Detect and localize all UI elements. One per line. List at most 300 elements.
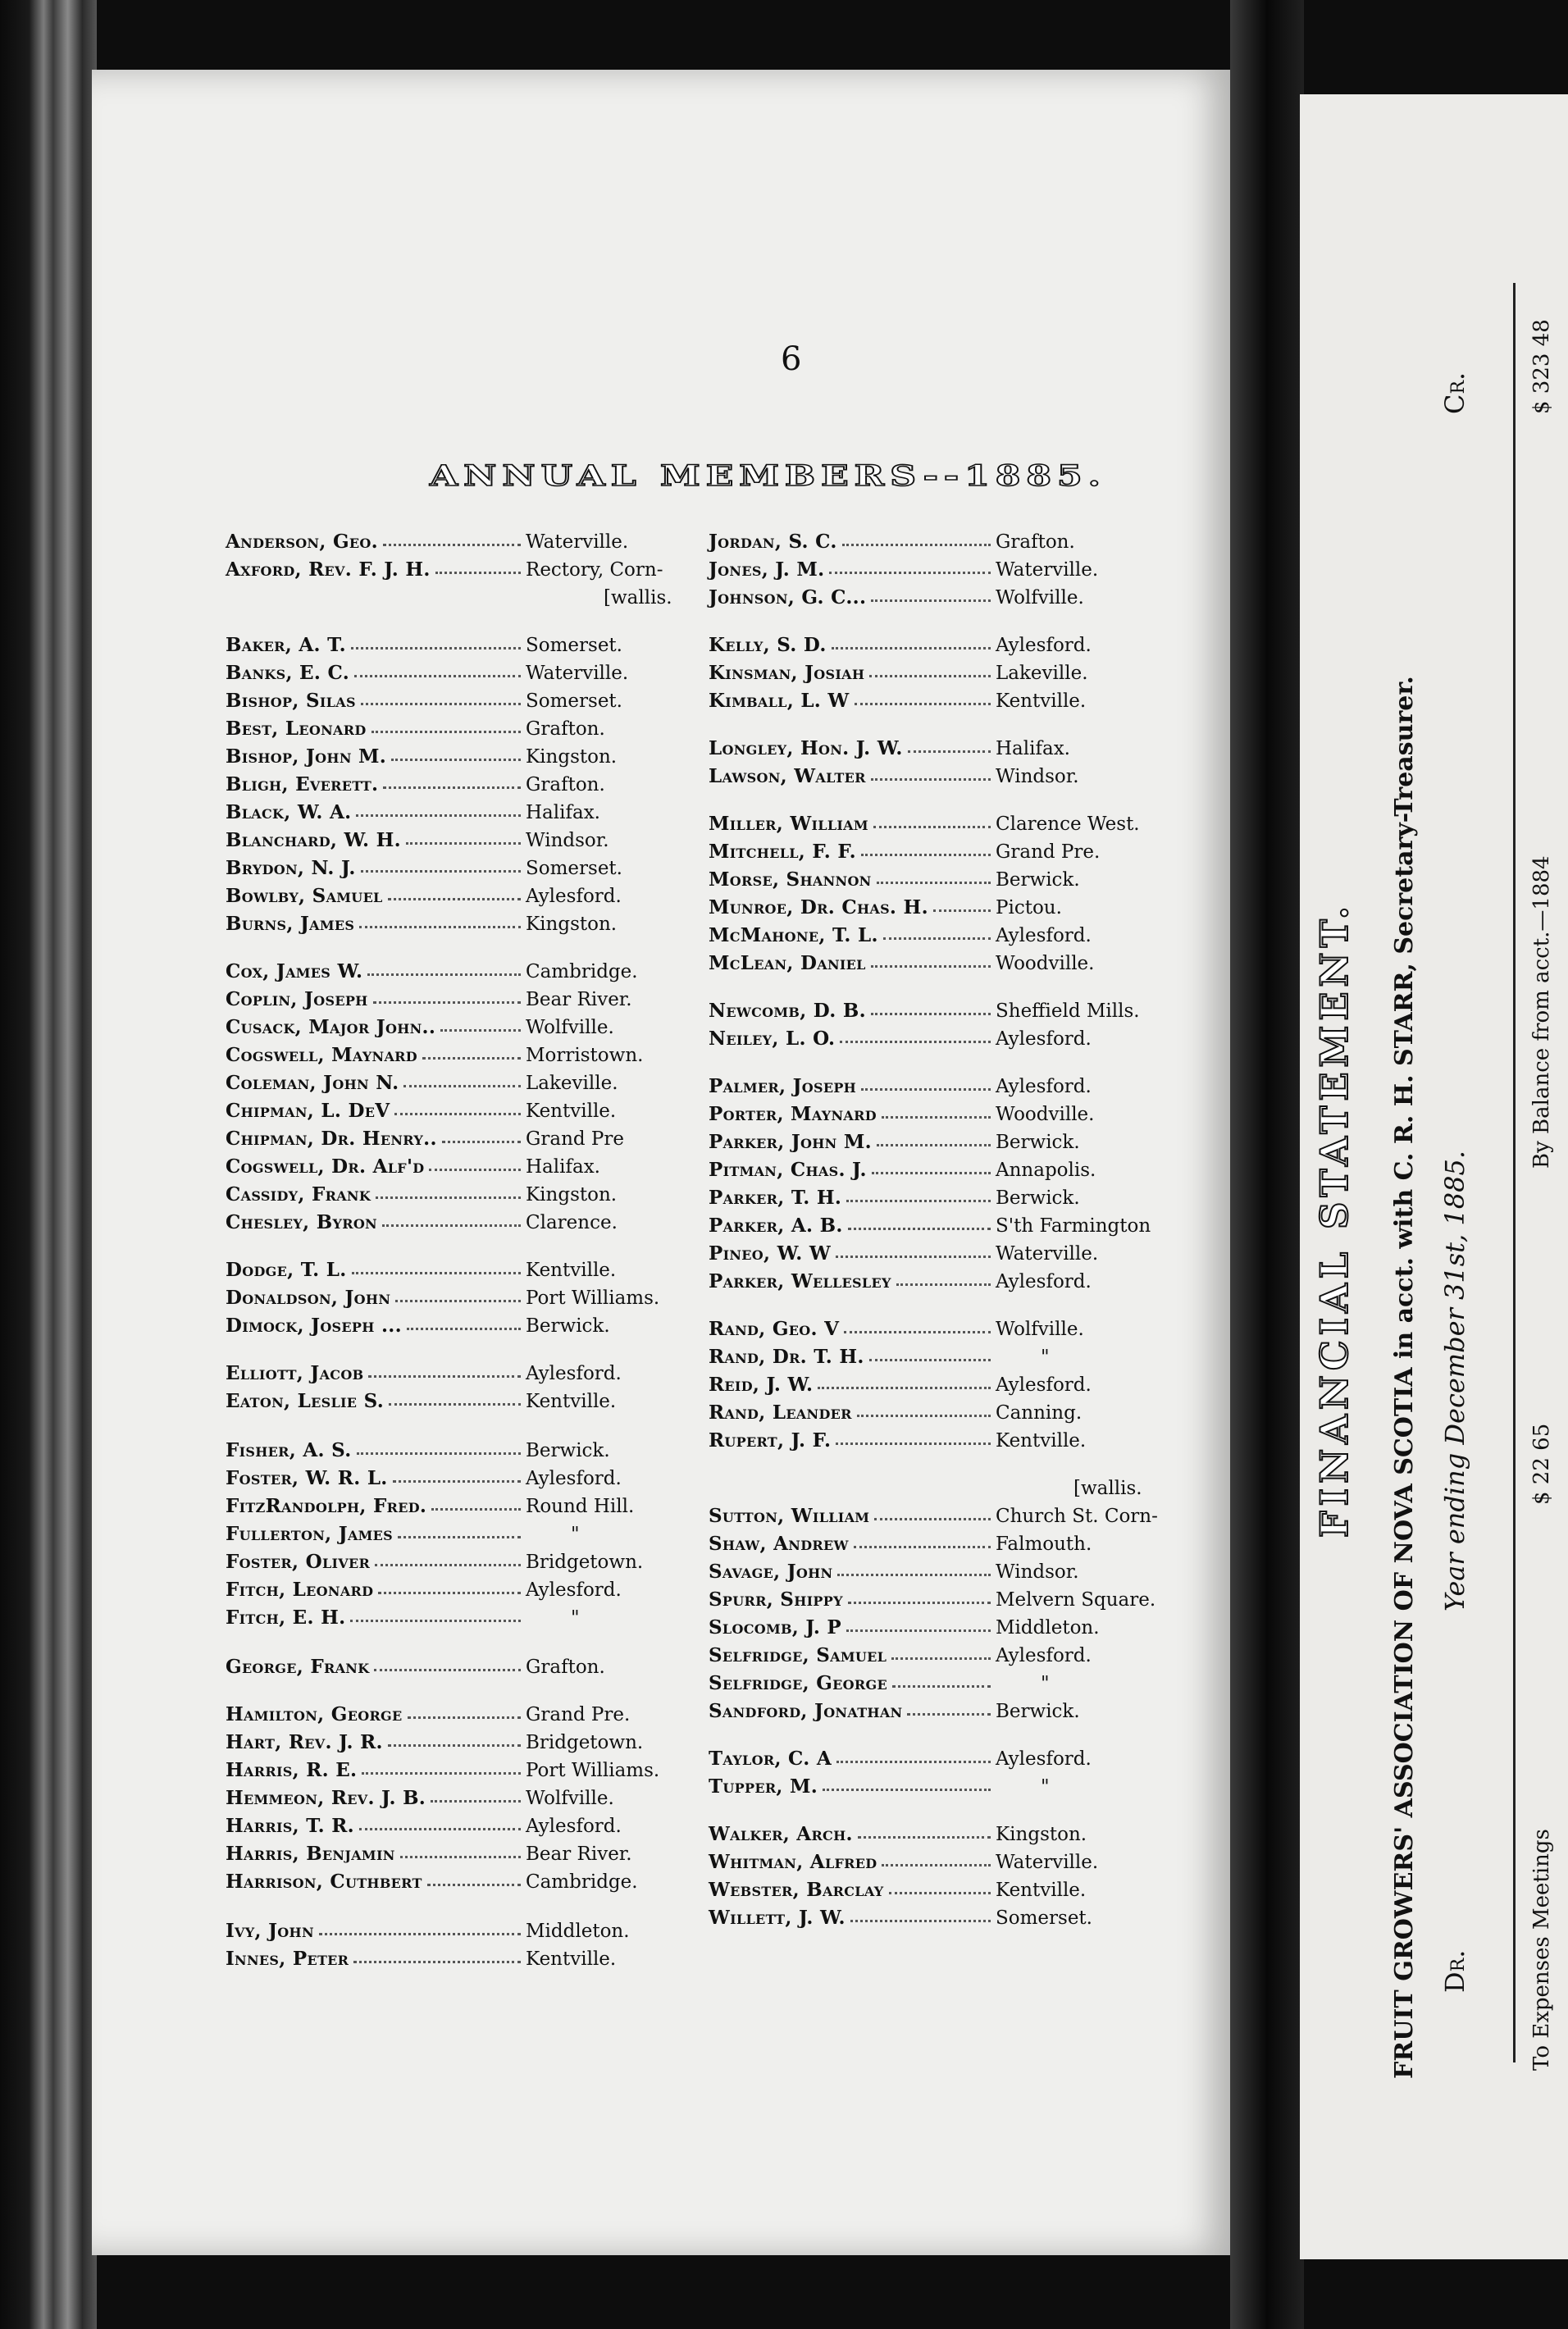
member-place: Kentville. [526, 1391, 617, 1412]
member-name: Porter, Maynard [709, 1103, 877, 1125]
member-row [226, 1438, 750, 1464]
leader-dots [869, 675, 991, 677]
member-row [709, 585, 1233, 611]
member-place: Aylesford. [526, 1468, 622, 1489]
expenses-meetings-entry: To Expenses Meetings [1529, 1829, 1554, 2071]
member-name: Bishop, John M. [226, 745, 387, 768]
leader-dots [367, 973, 521, 976]
leader-dots [422, 1057, 521, 1060]
member-row [226, 1493, 750, 1520]
member-row [226, 660, 750, 686]
member-place: " [1041, 1776, 1050, 1798]
member-name: Selfridge, Samuel [709, 1644, 887, 1666]
leader-dots [435, 572, 521, 574]
member-name: Jones, J. M. [709, 558, 825, 581]
member-name: Chesley, Byron [226, 1211, 377, 1233]
member-row [226, 1654, 750, 1680]
leader-dots [391, 759, 521, 761]
member-row [226, 1070, 750, 1096]
member-name: Walker, Arch. [709, 1823, 853, 1845]
member-row [709, 1129, 1233, 1155]
member-row [709, 1615, 1233, 1641]
member-row [226, 1946, 750, 1972]
member-place: Berwick. [996, 1701, 1080, 1722]
leader-dots [368, 1375, 521, 1378]
member-place: Rectory, Corn- [526, 559, 663, 581]
member-place: Aylesford. [526, 886, 622, 907]
leader-dots [836, 1256, 991, 1258]
leader-dots [388, 1744, 521, 1747]
member-row [709, 1372, 1233, 1398]
member-name: Parker, A. B. [709, 1215, 843, 1237]
member-name: Johnson, G. C... [709, 586, 867, 608]
member-row [709, 1400, 1233, 1426]
member-name: Lawson, Walter [709, 765, 866, 787]
member-place: Wolfville. [526, 1788, 614, 1809]
ledger-rule [1513, 283, 1516, 2062]
member-name: Mitchell, F. F. [709, 841, 856, 863]
member-place: Clarence West. [996, 814, 1140, 835]
member-place: Aylesford. [996, 1028, 1092, 1050]
member-place: " [1041, 1347, 1050, 1368]
book-gutter [1230, 0, 1304, 2329]
member-place: Aylesford. [526, 1816, 622, 1837]
member-name: Donaldson, John [226, 1287, 391, 1309]
member-row [226, 632, 750, 659]
member-row [709, 632, 1233, 659]
member-row [709, 867, 1233, 893]
leader-dots [840, 1041, 991, 1043]
member-row [709, 895, 1233, 921]
dr-label: Dr. [1439, 1949, 1470, 1993]
member-name: Dimock, Joseph ... [226, 1315, 402, 1337]
member-name: Blanchard, W. H. [226, 829, 401, 851]
member-name: Foster, Oliver [226, 1551, 371, 1573]
member-place: Kingston. [526, 1184, 618, 1206]
member-name: Dodge, T. L. [226, 1259, 347, 1281]
member-place: Aylesford. [996, 1271, 1092, 1292]
member-place: Kentville. [996, 690, 1087, 712]
page-heading: ANNUAL MEMBERS--1885. [430, 460, 1106, 493]
member-row [226, 1154, 750, 1180]
member-name: Cusack, Major John.. [226, 1016, 436, 1038]
book-spine-edge [0, 0, 97, 2329]
member-name: Harris, R. E. [226, 1759, 358, 1781]
member-place: Waterville. [996, 1852, 1099, 1873]
member-name: Hemmeon, Rev. J. B. [226, 1787, 426, 1809]
leader-dots [896, 1283, 991, 1286]
member-row [226, 1126, 750, 1152]
member-row [226, 716, 750, 742]
member-name: Black, W. A. [226, 801, 352, 823]
member-place: Somerset. [526, 690, 622, 712]
member-row [709, 688, 1233, 714]
member-name: George, Frank [226, 1656, 370, 1678]
member-place: " [1041, 1673, 1050, 1694]
leader-dots [361, 703, 521, 705]
member-place: Waterville. [996, 559, 1099, 581]
member-place: Middleton. [996, 1617, 1100, 1639]
member-name: Morse, Shannon [709, 868, 872, 891]
member-row [226, 1785, 750, 1812]
member-place: Aylesford. [526, 1579, 622, 1601]
member-row [226, 688, 750, 714]
member-row [709, 736, 1233, 762]
member-place: Berwick. [996, 1132, 1080, 1153]
member-name: Savage, John [709, 1561, 833, 1583]
member-name: Jordan, S. C. [709, 531, 837, 553]
member-name: Taylor, C. A [709, 1748, 832, 1770]
year-ending-line: Year ending December 31st, 1885. [1439, 1151, 1470, 1611]
left-page [92, 70, 1236, 2255]
member-row [226, 1313, 750, 1339]
financial-statement-title: FINANCIAL STATEMENT. [1312, 901, 1356, 1538]
member-place: Cambridge. [526, 961, 638, 982]
member-name: Harris, Benjamin [226, 1843, 395, 1865]
leader-dots [350, 1620, 521, 1622]
leader-dots [351, 647, 521, 649]
leader-dots [848, 1602, 991, 1604]
member-row [709, 1746, 1233, 1772]
rotated-financial-statement [1300, 94, 1568, 2259]
member-name: Munroe, Dr. Chas. H. [709, 896, 928, 918]
leader-dots [871, 599, 991, 602]
member-row [709, 1559, 1233, 1585]
leader-dots [383, 786, 521, 789]
balance-entry: By Balance from acct.—1884 [1529, 855, 1554, 1169]
member-row [226, 1549, 750, 1575]
member-name: Rand, Geo. V [709, 1318, 840, 1340]
member-row [709, 998, 1233, 1024]
leader-dots [442, 1141, 521, 1143]
member-row [226, 772, 750, 798]
member-name: Coplin, Joseph [226, 988, 368, 1010]
member-name: Foster, W. R. L. [226, 1467, 388, 1489]
leader-dots [891, 1657, 991, 1660]
leader-dots [373, 1001, 521, 1004]
member-name: Best, Leonard [226, 718, 367, 740]
leader-dots [908, 750, 991, 753]
member-place: Halifax. [526, 802, 600, 823]
member-place: Aylesford. [996, 1748, 1092, 1770]
leader-dots [836, 1761, 991, 1763]
leader-dots [871, 778, 991, 781]
leader-dots [407, 1328, 521, 1330]
member-name: Spurr, Shippy [709, 1588, 843, 1611]
leader-dots [393, 1480, 521, 1483]
leader-dots [394, 1113, 521, 1115]
member-place: Halifax. [526, 1156, 600, 1178]
member-name: Willett, J. W. [709, 1907, 846, 1929]
member-row [709, 1026, 1233, 1052]
leader-dots [359, 926, 521, 928]
member-row [226, 1869, 750, 1895]
leader-dots [877, 1144, 991, 1146]
member-place: Halifax. [996, 738, 1070, 759]
member-row [226, 1210, 750, 1236]
member-name: Sandford, Jonathan [709, 1700, 903, 1722]
leader-dots [395, 1300, 521, 1302]
member-place: Wolfville. [996, 587, 1084, 608]
member-name: Cogswell, Dr. Alf'd [226, 1155, 425, 1178]
member-name: Baker, A. T. [226, 634, 346, 656]
member-row [709, 811, 1233, 837]
member-name: Slocomb, J. P [709, 1616, 842, 1639]
member-row [709, 923, 1233, 949]
leader-dots [429, 1169, 521, 1171]
member-name: McLean, Daniel [709, 952, 866, 974]
member-place: Bridgetown. [526, 1732, 644, 1753]
member-place: Grand Pre [526, 1128, 625, 1150]
member-place: Cambridge. [526, 1871, 638, 1893]
member-place: Pictou. [996, 897, 1062, 918]
member-row [226, 987, 750, 1013]
member-row [709, 950, 1233, 977]
leader-dots [371, 731, 521, 733]
member-name: Rand, Dr. T. H. [709, 1346, 864, 1368]
member-row [709, 1587, 1233, 1613]
member-place: Round Hill. [526, 1496, 635, 1517]
member-row [709, 1849, 1233, 1876]
member-row [226, 855, 750, 882]
member-name: FitzRandolph, Fred. [226, 1495, 427, 1517]
leader-dots [889, 1892, 991, 1894]
member-row [226, 800, 750, 826]
member-place: [wallis. [604, 587, 672, 608]
member-name: Coleman, John N. [226, 1072, 399, 1094]
member-row [226, 1014, 750, 1041]
member-row [226, 1257, 750, 1283]
leader-dots [388, 898, 521, 900]
leader-dots [818, 1387, 991, 1389]
leader-dots [400, 1856, 521, 1858]
member-name: Newcomb, D. B. [709, 1000, 866, 1022]
member-name: Reid, J. W. [709, 1374, 814, 1396]
member-name: Neiley, L. O. [709, 1028, 836, 1050]
member-name: Elliott, Jacob [226, 1362, 364, 1384]
leader-dots [353, 1961, 521, 1963]
leader-dots [837, 1574, 991, 1576]
member-place: " [571, 1607, 580, 1629]
member-row [709, 1344, 1233, 1370]
members-right-column [709, 70, 1242, 2255]
member-name: Fitch, Leonard [226, 1579, 374, 1601]
member-row [709, 1503, 1233, 1529]
leader-dots [359, 1828, 521, 1830]
member-place: Kentville. [526, 1948, 617, 1970]
member-place: Middleton. [526, 1921, 630, 1942]
member-place: Grafton. [526, 1657, 605, 1678]
leader-dots [848, 1228, 991, 1230]
member-name: Tupper, M. [709, 1775, 818, 1798]
member-row [226, 1813, 750, 1839]
leader-dots [361, 870, 521, 873]
member-place: Aylesford. [996, 1374, 1092, 1396]
member-place: Bear River. [526, 1844, 632, 1865]
leader-dots [871, 1013, 991, 1015]
member-row [709, 660, 1233, 686]
member-row [709, 1643, 1233, 1669]
member-row [709, 1877, 1233, 1903]
leader-dots [883, 937, 991, 940]
member-row [226, 827, 750, 854]
member-place: Somerset. [526, 635, 622, 656]
leader-dots [354, 675, 521, 677]
member-row [226, 1360, 750, 1387]
leader-dots [375, 1564, 521, 1566]
member-row [709, 839, 1233, 865]
member-place: Bridgetown. [526, 1552, 644, 1573]
member-place: S'th Farmington [996, 1215, 1151, 1237]
leader-dots [356, 814, 521, 817]
member-name: Ivy, John [226, 1920, 314, 1942]
leader-dots [378, 1592, 521, 1594]
member-place: Berwick. [526, 1315, 610, 1337]
member-row [226, 744, 750, 770]
member-place: Aylesford. [996, 1076, 1092, 1097]
leader-dots [877, 882, 991, 884]
leader-dots [882, 1864, 991, 1866]
member-place: Wolfville. [996, 1319, 1084, 1340]
member-name: Shaw, Andrew [709, 1533, 849, 1555]
member-place: Aylesford. [526, 1363, 622, 1384]
leader-dots [376, 1196, 521, 1199]
member-place: Clarence. [526, 1212, 618, 1233]
leader-dots [857, 1415, 991, 1417]
member-row [709, 1316, 1233, 1342]
member-place: Church St. Corn- [996, 1506, 1158, 1527]
leader-dots [406, 842, 521, 845]
expenses-amount: $ 22 65 [1529, 1423, 1554, 1505]
member-place: Kentville. [996, 1880, 1087, 1901]
member-row [709, 1905, 1233, 1931]
member-name: Rupert, J. F. [709, 1429, 832, 1452]
leader-dots [408, 1716, 522, 1719]
leader-dots [374, 1669, 521, 1671]
leader-dots [319, 1933, 521, 1935]
member-place: Berwick. [996, 869, 1080, 891]
member-row [226, 1730, 750, 1756]
member-row [226, 1757, 750, 1784]
member-row [709, 1698, 1233, 1725]
member-name: Pitman, Chas. J. [709, 1159, 867, 1181]
member-row [226, 911, 750, 937]
member-place: Somerset. [996, 1907, 1092, 1929]
member-place: Kentville. [526, 1101, 617, 1122]
leader-dots [882, 1116, 991, 1119]
member-row [709, 529, 1233, 555]
leader-dots [352, 1272, 521, 1274]
member-row [226, 1388, 750, 1415]
member-name: Palmer, Joseph [709, 1075, 857, 1097]
member-name: Sutton, William [709, 1505, 870, 1527]
leader-dots [823, 1789, 991, 1791]
member-row [226, 1841, 750, 1867]
member-place: Grafton. [996, 531, 1075, 553]
member-place: Kingston. [996, 1824, 1087, 1845]
cr-label: Cr. [1439, 371, 1470, 414]
member-place: Berwick. [526, 1440, 610, 1461]
member-place: Windsor. [996, 1561, 1079, 1583]
member-row [226, 1521, 750, 1547]
leader-dots [873, 826, 991, 828]
leader-dots [842, 544, 991, 546]
member-name: Hart, Rev. J. R. [226, 1731, 383, 1753]
leader-dots [398, 1536, 521, 1538]
member-row [709, 1185, 1233, 1211]
member-place: Grand Pre. [996, 841, 1101, 863]
member-place: Lakeville. [526, 1073, 618, 1094]
leader-dots [854, 1546, 991, 1548]
member-place: Aylesford. [996, 925, 1092, 946]
member-name: Innes, Peter [226, 1948, 349, 1970]
member-name: Axford, Rev. F. J. H. [226, 558, 431, 581]
member-name: Brydon, N. J. [226, 857, 356, 879]
member-row [226, 529, 750, 555]
member-name: Selfridge, George [709, 1672, 887, 1694]
member-name: Webster, Barclay [709, 1879, 884, 1901]
member-place: Melvern Square. [996, 1589, 1156, 1611]
member-place: Kentville. [526, 1260, 617, 1281]
member-row [709, 1073, 1233, 1100]
member-place: Aylesford. [996, 635, 1092, 656]
member-name: Bligh, Everett. [226, 773, 379, 795]
member-name: Kimball, L. W [709, 690, 850, 712]
member-row [226, 1098, 750, 1124]
member-name: Burns, James [226, 913, 355, 935]
member-name: Parker, Wellesley [709, 1270, 891, 1292]
member-row [226, 1605, 750, 1631]
member-row [709, 1475, 1233, 1502]
leader-dots [872, 1172, 991, 1174]
member-name: Hamilton, George [226, 1703, 403, 1725]
leader-dots [844, 1331, 991, 1333]
member-place: Lakeville. [996, 663, 1088, 684]
members-left-column [226, 70, 783, 2255]
member-row [226, 1465, 750, 1492]
member-name: Chipman, L. DeV [226, 1100, 390, 1122]
member-row [709, 1157, 1233, 1183]
leader-dots [871, 965, 991, 968]
member-place: Grafton. [526, 718, 605, 740]
member-row [226, 557, 750, 583]
member-place: Morristown. [526, 1045, 644, 1066]
member-place: Waterville. [526, 663, 629, 684]
member-name: Cogswell, Maynard [226, 1044, 417, 1066]
member-place: Windsor. [996, 766, 1079, 787]
member-place: " [571, 1524, 580, 1545]
member-row [226, 959, 750, 985]
member-name: Longley, Hon. J. W. [709, 737, 903, 759]
member-name: Fisher, A. S. [226, 1439, 352, 1461]
member-place: Berwick. [996, 1187, 1080, 1209]
leader-dots [389, 1403, 521, 1406]
member-place: Woodville. [996, 1104, 1095, 1125]
member-row [226, 1918, 750, 1944]
member-row [709, 1101, 1233, 1128]
member-place: Kingston. [526, 914, 618, 935]
facing-page [1300, 94, 1568, 2259]
member-place: Waterville. [996, 1243, 1099, 1265]
member-place: Grafton. [526, 774, 605, 795]
leader-dots [440, 1029, 521, 1032]
member-name: Banks, E. C. [226, 662, 350, 684]
leader-dots [832, 647, 991, 649]
leader-dots [846, 1200, 991, 1202]
member-place: [wallis. [1073, 1478, 1142, 1499]
leader-dots [861, 854, 991, 856]
member-place: Kentville. [996, 1430, 1087, 1452]
